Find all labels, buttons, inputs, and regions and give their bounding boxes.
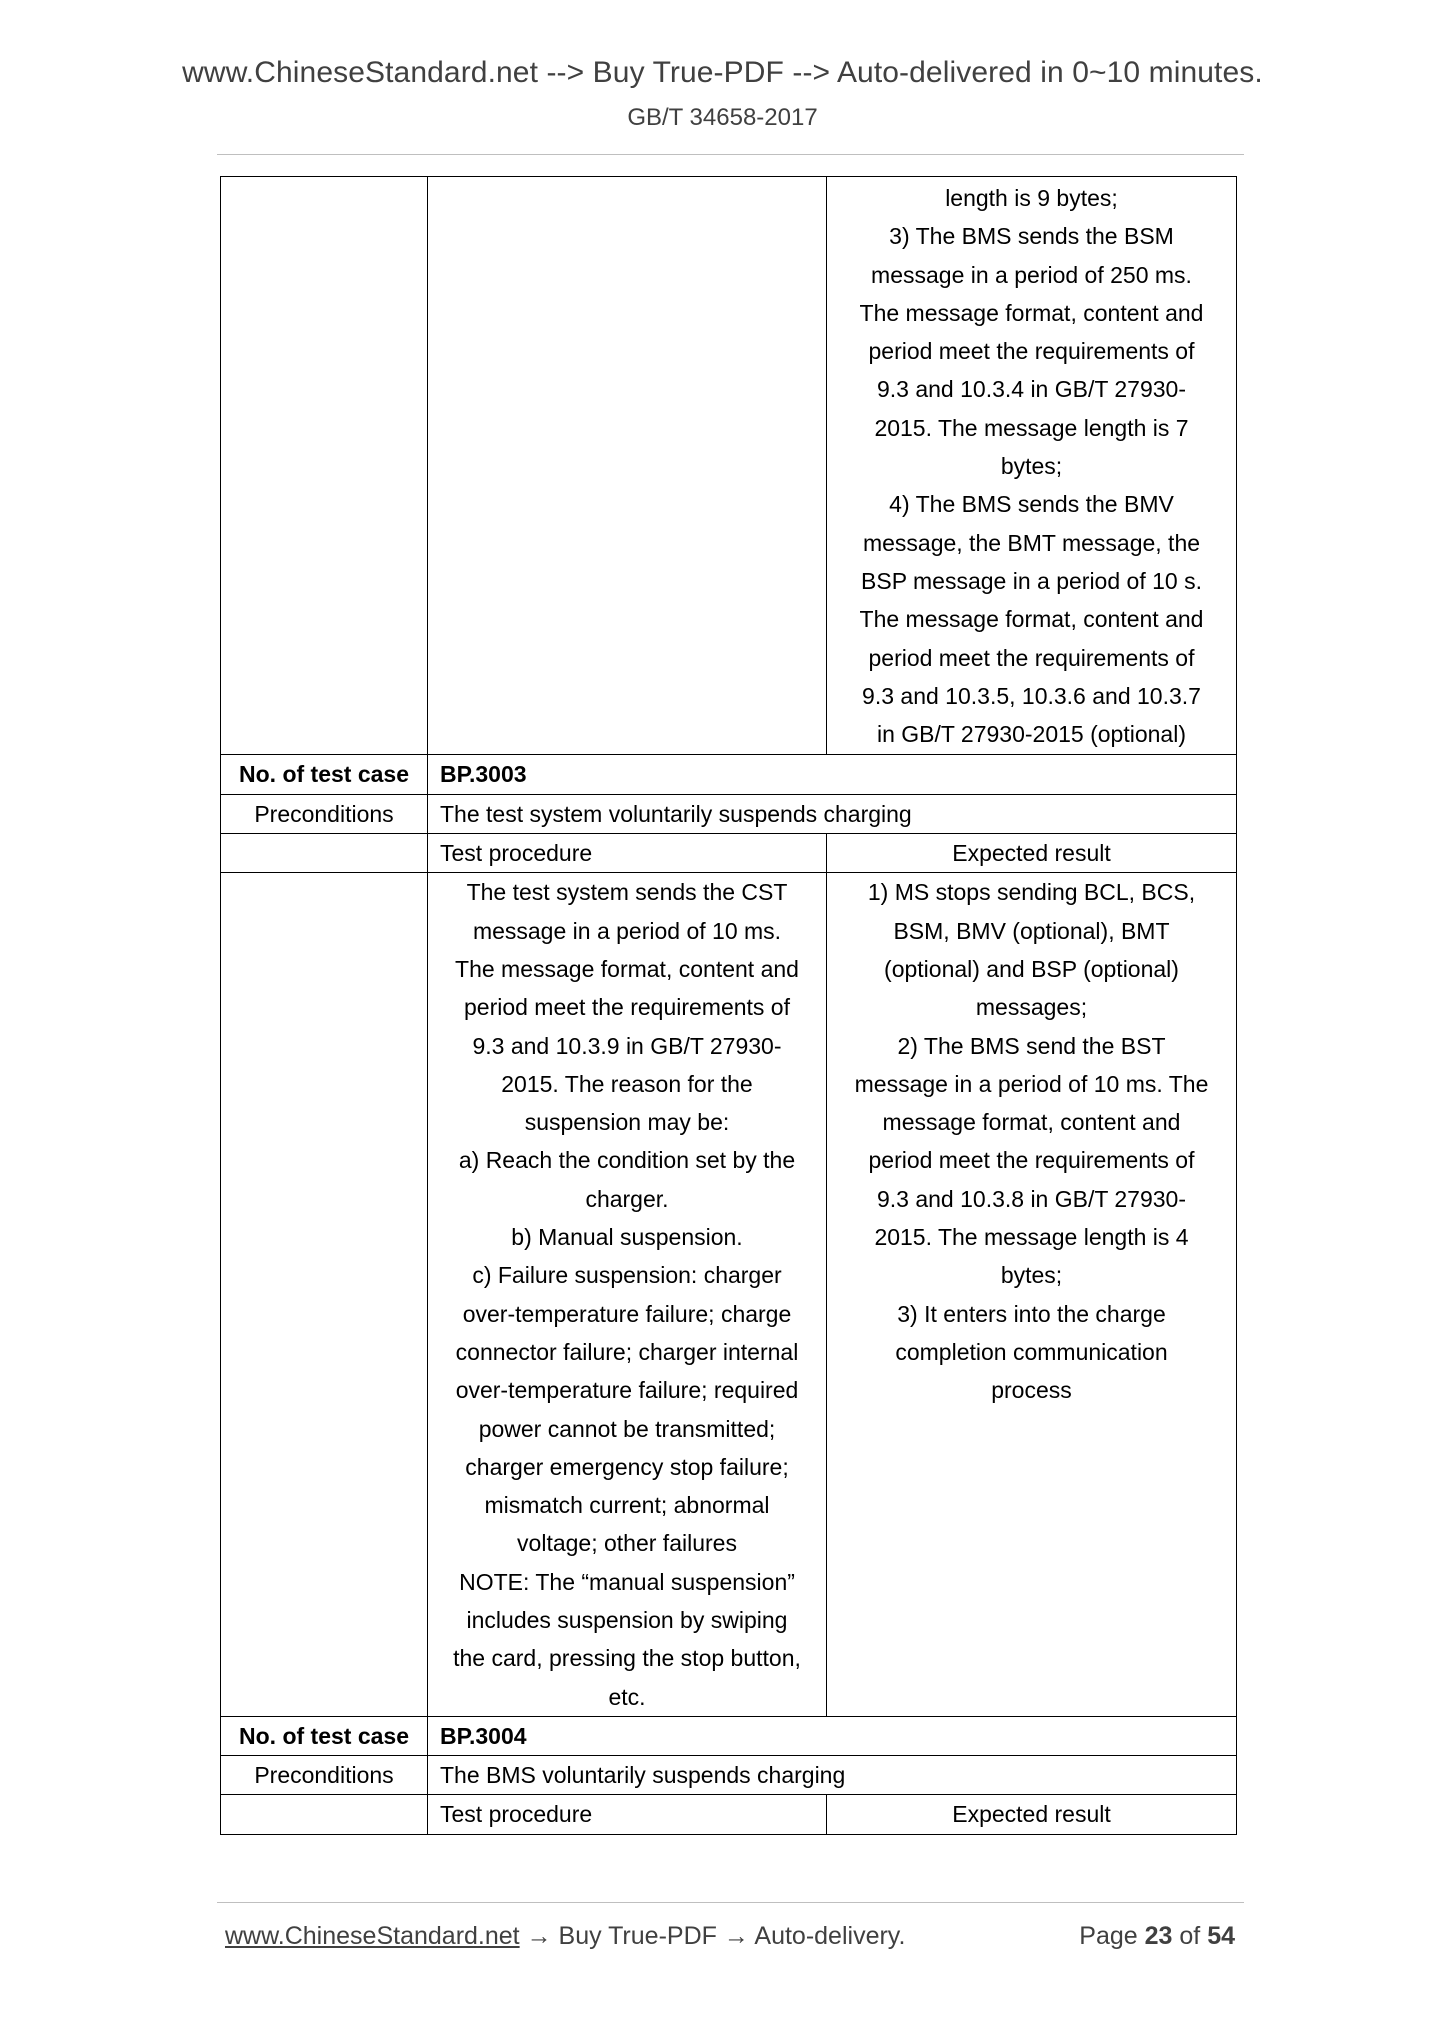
text-line: etc. bbox=[608, 1683, 646, 1710]
preconditions-label: Preconditions bbox=[221, 794, 428, 833]
text-line: BSM, BMV (optional), BMT bbox=[893, 917, 1170, 944]
text-line: messages; bbox=[975, 994, 1088, 1021]
test-procedure-cell bbox=[428, 873, 827, 1717]
header-empty-cell bbox=[221, 1795, 428, 1834]
text-line: 1) MS stops sending BCL, BCS, bbox=[867, 879, 1196, 906]
text-line: b) Manual suspension. bbox=[511, 1224, 743, 1251]
expected-result-header: Expected result bbox=[827, 1795, 1237, 1834]
text-line: period meet the requirements of bbox=[868, 644, 1195, 671]
text-line: process bbox=[991, 1377, 1072, 1404]
text-line: 9.3 and 10.3.9 in GB/T 27930- bbox=[472, 1032, 782, 1059]
text-line: in GB/T 27930-2015 (optional) bbox=[877, 721, 1186, 748]
text-line: charger emergency stop failure; bbox=[465, 1453, 789, 1480]
footer-left bbox=[225, 1922, 905, 1951]
text-line: period meet the requirements of bbox=[868, 338, 1195, 365]
text-line: The message format, content and bbox=[455, 955, 799, 982]
site-link[interactable]: www.ChineseStandard.net bbox=[225, 1922, 520, 1950]
preconditions-value: The test system voluntarily suspends charging bbox=[428, 794, 1237, 833]
text-line: includes suspension by swiping bbox=[466, 1606, 788, 1633]
header-divider bbox=[217, 154, 1244, 155]
text-line: 9.3 and 10.3.4 in GB/T 27930- bbox=[876, 376, 1187, 403]
preconditions-row bbox=[221, 1756, 1237, 1795]
case-number-row bbox=[221, 1716, 1237, 1755]
text-line: c) Failure suspension: charger bbox=[472, 1262, 782, 1289]
text-line: message in a period of 10 ms. The bbox=[854, 1070, 1209, 1097]
text-line: 2) The BMS send the BST bbox=[897, 1032, 1166, 1059]
page-total: 54 bbox=[1207, 1922, 1235, 1950]
page-indicator bbox=[1079, 1922, 1235, 1951]
text-line: bytes; bbox=[1000, 1262, 1063, 1289]
case-number-value: BP.3004 bbox=[428, 1716, 1237, 1755]
case-number-label: No. of test case bbox=[221, 755, 428, 794]
text-line: bytes; bbox=[1000, 453, 1063, 480]
case-number-row bbox=[221, 755, 1237, 794]
text-line: length is 9 bytes; bbox=[945, 185, 1118, 211]
test-procedure-header: Test procedure bbox=[428, 834, 827, 873]
text-line: charger. bbox=[585, 1185, 669, 1212]
text-line: message in a period of 250 ms. bbox=[871, 261, 1192, 288]
text-line: 2015. The message length is 7 bbox=[874, 414, 1189, 441]
continued-expected-cell bbox=[827, 177, 1237, 755]
text-line: message in a period of 10 ms. bbox=[472, 917, 782, 944]
procedure-row bbox=[221, 873, 1237, 1717]
column-header-row bbox=[221, 834, 1237, 873]
preconditions-row bbox=[221, 794, 1237, 833]
footer-tagline: → Buy True-PDF → Auto-delivery. bbox=[519, 1922, 906, 1950]
footer-divider bbox=[217, 1902, 1244, 1903]
text-line: power cannot be transmitted; bbox=[478, 1415, 776, 1442]
continued-empty-cell bbox=[428, 177, 827, 755]
footer bbox=[225, 1922, 1235, 1958]
header-banner: www.ChineseStandard.net --> Buy True-PDF --> Auto-delivered in 0~10 minutes. bbox=[182, 56, 1263, 89]
test-procedure-header: Test procedure bbox=[428, 1795, 827, 1834]
test-case-table bbox=[220, 176, 1237, 1835]
text-line: 2015. The message length is 4 bbox=[874, 1224, 1189, 1251]
text-line: suspension may be: bbox=[524, 1109, 730, 1136]
header-empty-cell bbox=[221, 834, 428, 873]
text-line: (optional) and BSP (optional) bbox=[884, 955, 1179, 982]
text-line: 9.3 and 10.3.8 in GB/T 27930- bbox=[876, 1185, 1187, 1212]
procedure-empty-cell bbox=[221, 873, 428, 1717]
text-line: The message format, content and bbox=[859, 299, 1204, 326]
case-number-label: No. of test case bbox=[221, 1716, 428, 1755]
text-line: voltage; other failures bbox=[517, 1530, 737, 1557]
text-line: a) Reach the condition set by the bbox=[458, 1147, 796, 1174]
preconditions-label: Preconditions bbox=[221, 1756, 428, 1795]
text-line: connector failure; charger internal bbox=[455, 1338, 799, 1365]
text-line: The message format, content and bbox=[859, 606, 1204, 633]
text-line: mismatch current; abnormal bbox=[484, 1492, 770, 1519]
text-line: over-temperature failure; required bbox=[455, 1377, 799, 1404]
page-word: Page bbox=[1079, 1922, 1145, 1950]
expected-result-cell bbox=[827, 873, 1237, 1717]
of-word: of bbox=[1172, 1922, 1208, 1950]
text-line: message format, content and bbox=[882, 1109, 1181, 1136]
text-line: 3) The BMS sends the BSM bbox=[889, 223, 1174, 250]
text-line: the card, pressing the stop button, bbox=[453, 1645, 801, 1672]
text-line: message, the BMT message, the bbox=[862, 529, 1201, 556]
continued-empty-cell bbox=[221, 177, 428, 755]
continued-row bbox=[221, 177, 1237, 755]
page-number: 23 bbox=[1144, 1922, 1173, 1950]
text-line: completion communication bbox=[895, 1338, 1168, 1365]
text-line: 2015. The reason for the bbox=[501, 1070, 753, 1097]
text-line: over-temperature failure; charge bbox=[462, 1300, 792, 1327]
text-line: period meet the requirements of bbox=[868, 1147, 1195, 1174]
text-line: BSP message in a period of 10 s. bbox=[861, 567, 1202, 594]
standard-number: GB/T 34658-2017 bbox=[627, 104, 818, 131]
text-line: 3) It enters into the charge bbox=[897, 1300, 1166, 1327]
text-line: The test system sends the CST bbox=[466, 879, 788, 906]
case-number-value: BP.3003 bbox=[428, 755, 1237, 794]
text-line: period meet the requirements of bbox=[463, 994, 790, 1021]
text-line: 4) The BMS sends the BMV bbox=[889, 491, 1174, 518]
text-line: NOTE: The “manual suspension” bbox=[459, 1568, 795, 1595]
text-line: 9.3 and 10.3.5, 10.3.6 and 10.3.7 bbox=[862, 682, 1201, 709]
expected-result-header: Expected result bbox=[827, 834, 1237, 873]
column-header-row bbox=[221, 1795, 1237, 1834]
preconditions-value: The BMS voluntarily suspends charging bbox=[428, 1756, 1237, 1795]
